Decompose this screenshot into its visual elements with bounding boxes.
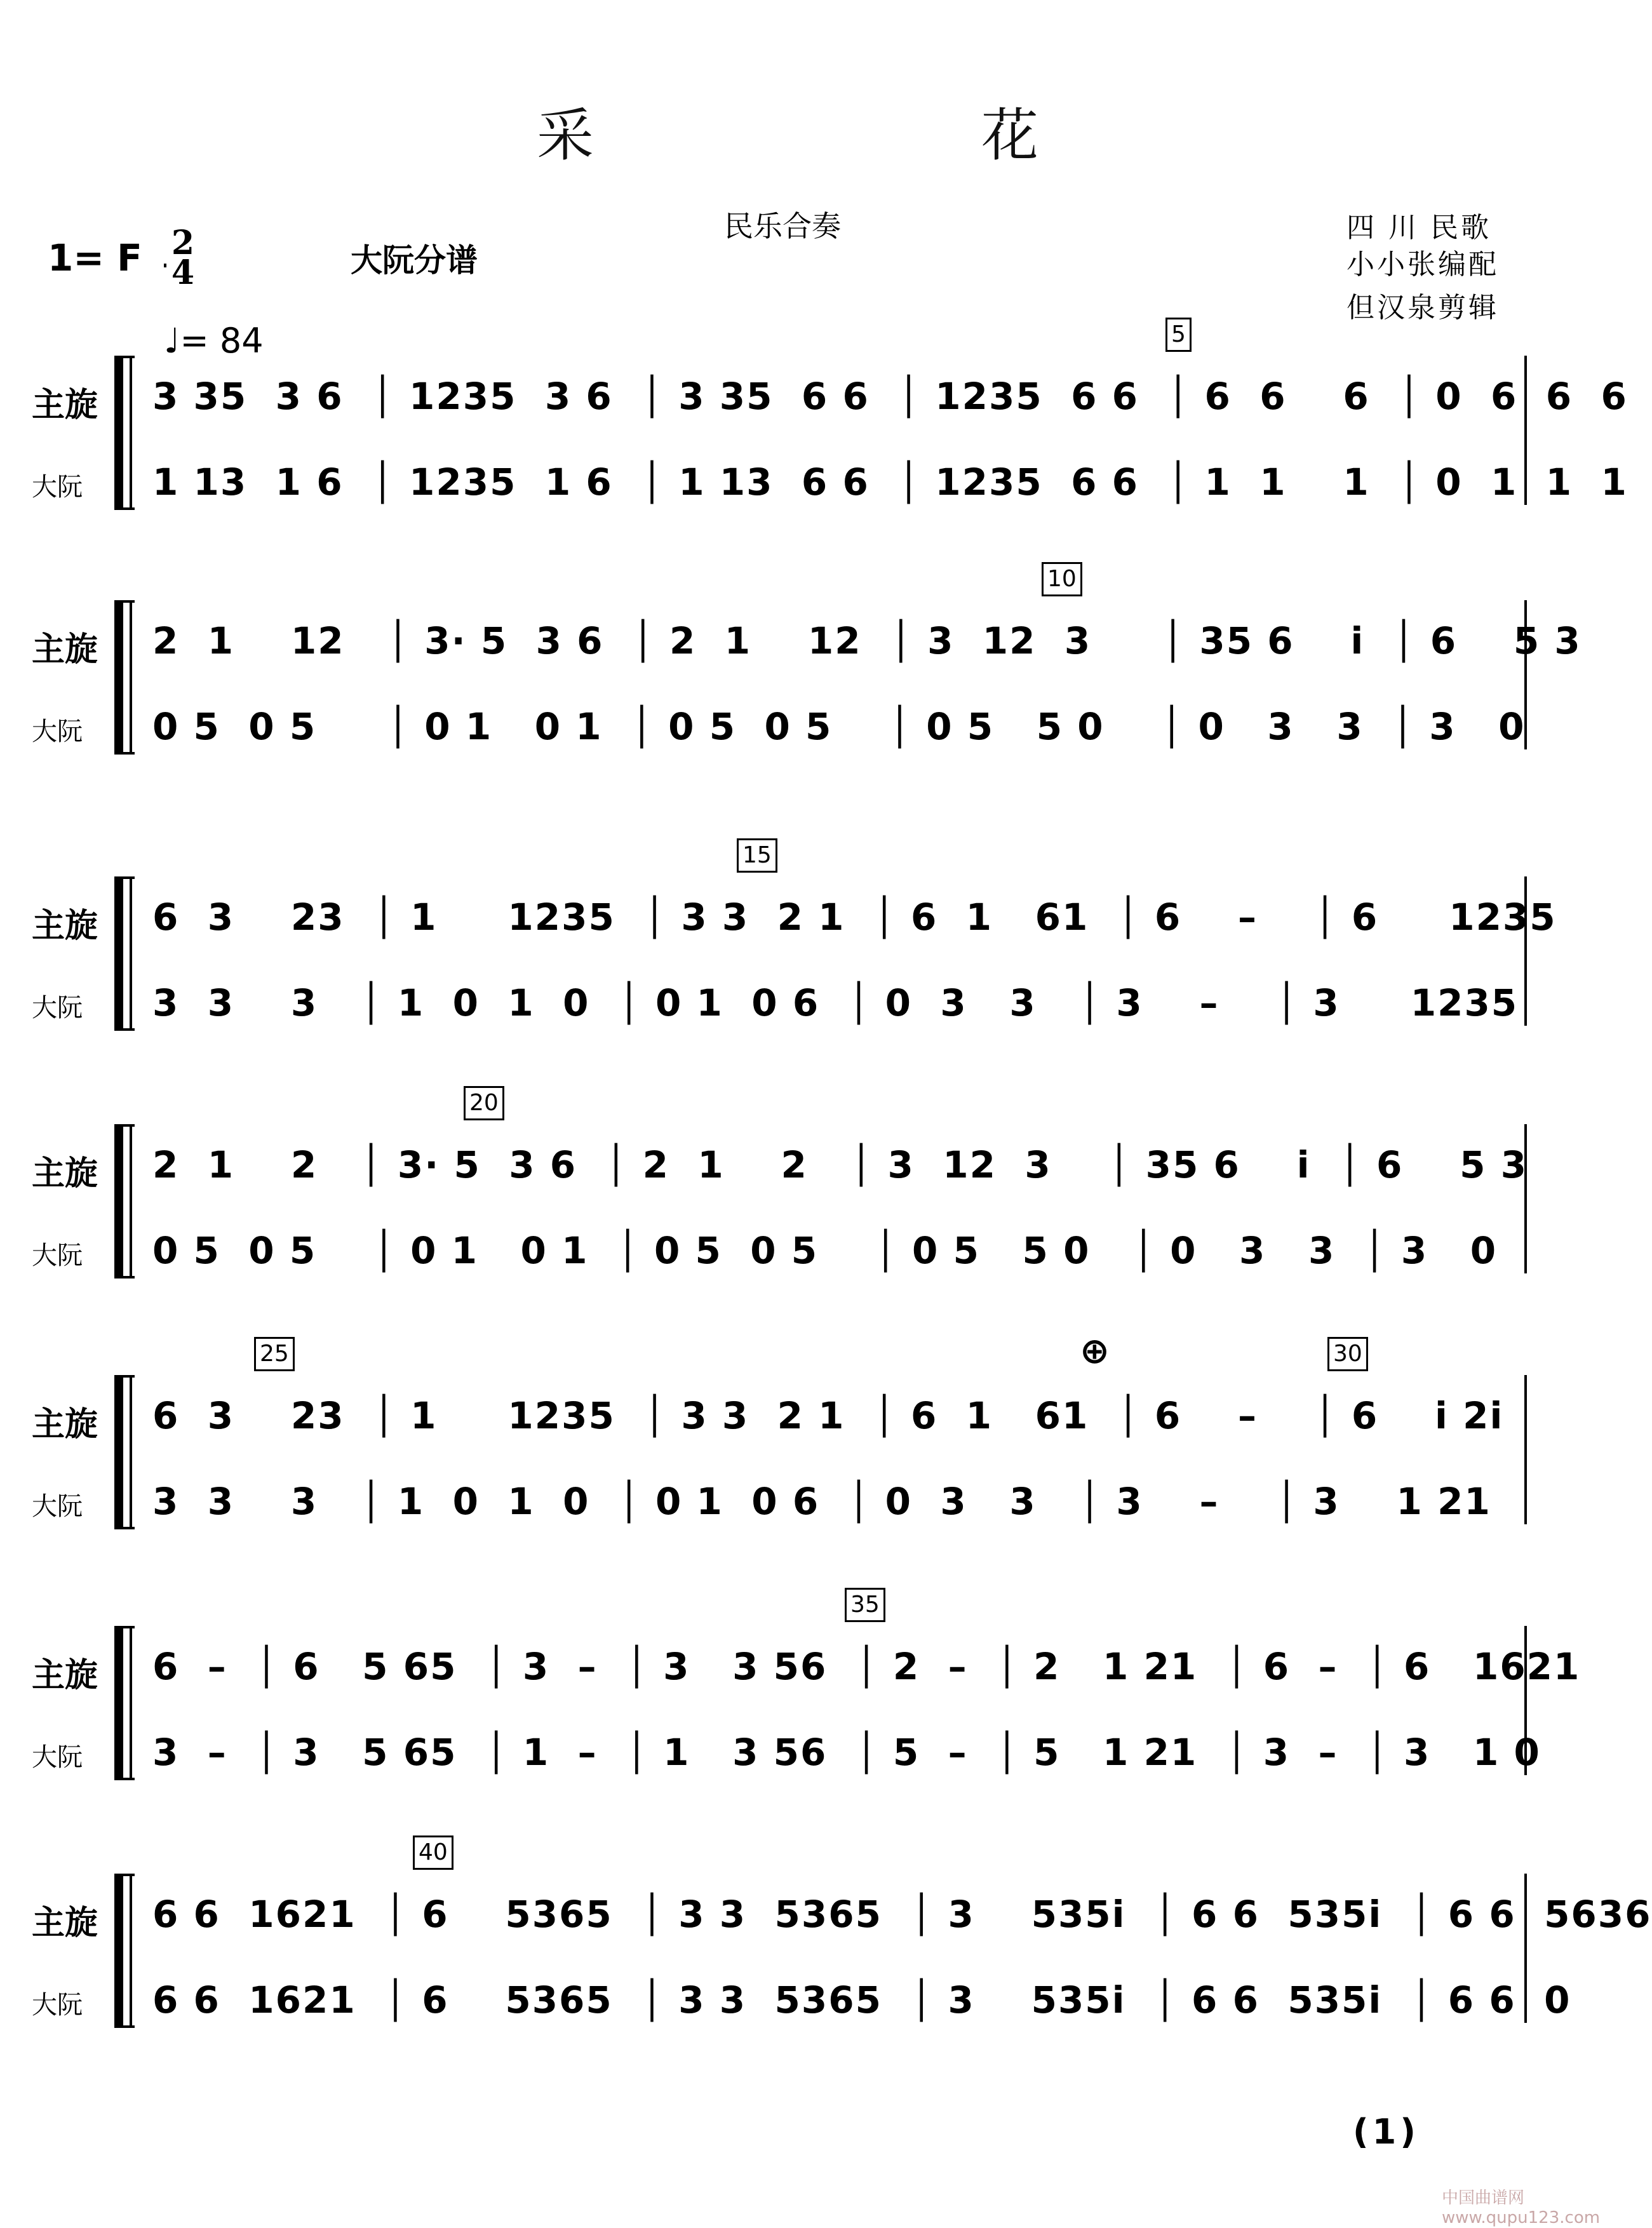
system-bracket [114,1626,135,1780]
credit-origin: 四 川 民歌 [1346,211,1491,244]
measure-number-box: 25 [254,1337,295,1371]
credit-arranger: 小小张编配 [1346,248,1499,281]
watermark: 中国曲谱网 www.qupu123.com [1442,2189,1601,2227]
measure-number-box: 10 [1042,562,1082,596]
bracket-line [130,879,132,1028]
label-main-melody: 主旋 [32,386,98,424]
measure-number-box: 40 [413,1835,453,1870]
staff-daruan: 0 5 0 5 │ 0 1 0 1 │ 0 5 0 5 │ 0 5 5 0 │ 0 3 3 │ 3 0 [152,1229,1498,1272]
label-daruan: 大阮 [32,1241,83,1270]
bracket-line [130,603,132,752]
part-label: 大阮分谱 [351,242,478,279]
staff-daruan: 3 3 3 │ 1 0 1 0 │ 0 1 0 6 │ 0 3 3 │ 3 – │ 3 1235 [152,981,1519,1024]
system-bracket [114,1874,135,2028]
label-daruan: 大阮 [32,1990,83,2020]
meter-line [164,264,166,267]
measure-number-box: 15 [737,838,777,873]
label-main-melody: 主旋 [32,1904,98,1942]
tempo-mark: ♩= 84 [164,321,264,361]
label-main-melody: 主旋 [32,631,98,669]
bracket-line [130,358,132,507]
label-main-melody: 主旋 [32,1155,98,1193]
staff-main-melody: 2 1 12 │ 3· 5 3 6 │ 2 1 12 │ 3 12 3 │ 35 6 i │ 6 5 3 [152,619,1581,662]
staff-main-melody: 6 6 1621 │ 6 5365 │ 3 3 5365 │ 3 535i │ 6 6 535i │ 6 6 5636 [152,1893,1652,1936]
label-main-melody: 主旋 [32,1656,98,1694]
staff-daruan: 1 13 1 6 │ 1235 1 6 │ 1 13 6 6 │ 1235 6 6 │ 1 1 1 │ 0 1 1 1 [152,460,1628,504]
label-main-melody: 主旋 [32,1406,98,1444]
coda-sign: ⊕ [1080,1331,1110,1372]
bracket-line [130,1378,132,1527]
system-bracket [114,356,135,510]
credit-editor: 但汉泉剪辑 [1346,292,1499,324]
system-bracket [114,1124,135,1278]
subtitle: 民乐合奏 [724,209,841,243]
label-daruan: 大阮 [32,1743,83,1772]
bracket-line [130,1628,132,1778]
staff-main-melody: 6 – │ 6 5 65 │ 3 – │ 3 3 56 │ 2 – │ 2 1 21 │ 6 – │ 6 1621 [152,1645,1581,1688]
title-left: 采 [537,102,598,169]
label-main-melody: 主旋 [32,907,98,945]
label-daruan: 大阮 [32,993,83,1023]
key-signature: 1= F [48,236,142,279]
time-signature [164,224,202,292]
measure-number-box: 20 [464,1086,504,1120]
measure-number-box: 35 [845,1588,885,1622]
staff-daruan: 6 6 1621 │ 6 5365 │ 3 3 5365 │ 3 535i │ 6 6 535i │ 6 6 0 [152,1978,1571,2022]
staff-main-melody: 3 35 3 6 │ 1235 3 6 │ 3 35 6 6 │ 1235 6 6 │ 6 6 6 │ 0 6 6 6 [152,375,1628,418]
title-right: 花 [981,102,1042,169]
staff-main-melody: 2 1 2 │ 3· 5 3 6 │ 2 1 2 │ 3 12 3 │ 35 6 i │ 6 5 3 [152,1143,1528,1186]
system-bracket [114,876,135,1031]
staff-daruan: 3 – │ 3 5 65 │ 1 – │ 1 3 56 │ 5 – │ 5 1 21 │ 3 – │ 3 1 0 [152,1731,1541,1774]
measure-number-box: 5 [1165,318,1192,352]
label-daruan: 大阮 [32,473,83,502]
end-barline [1524,1375,1527,1524]
system-bracket [114,600,135,755]
staff-main-melody: 6 3 23 │ 1 1235 │ 3 3 2 1 │ 6 1 61 │ 6 – │ 6 i 2i [152,1394,1504,1437]
system-bracket [114,1375,135,1529]
bracket-line [130,1127,132,1276]
staff-main-melody: 6 3 23 │ 1 1235 │ 3 3 2 1 │ 6 1 61 │ 6 – │ 6 1235 [152,896,1557,939]
staff-daruan: 0 5 0 5 │ 0 1 0 1 │ 0 5 0 5 │ 0 5 5 0 │ 0 3 3 │ 3 0 [152,705,1526,748]
page-number: (1) [1353,2112,1420,2152]
meter-bottom: 4 [171,253,195,292]
label-daruan: 大阮 [32,1492,83,1521]
meter-top: 2 [171,224,195,262]
label-daruan: 大阮 [32,717,83,746]
measure-number-box: 30 [1327,1337,1368,1371]
staff-daruan: 3 3 3 │ 1 0 1 0 │ 0 1 0 6 │ 0 3 3 │ 3 – │ 3 1 21 [152,1480,1491,1523]
bracket-line [130,1876,132,2025]
